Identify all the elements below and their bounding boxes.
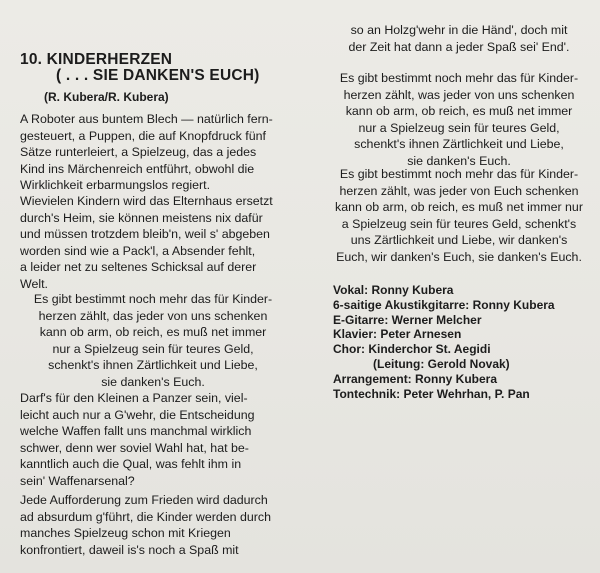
text-line: gesteuert, a Puppen, die auf Knopfdruck fünf <box>20 128 266 143</box>
text-line: Jede Aufforderung zum Frieden wird dadurch <box>20 493 268 507</box>
text-line: sie danken's Euch. <box>407 153 511 168</box>
right-chorus-2 <box>324 166 594 266</box>
text-line: Kind ins Märchenreich entführt, obwohl die <box>20 161 255 176</box>
text-line: herzen zählt, was jeder von Euch schenken <box>339 183 579 198</box>
text-line: schenkt's ihnen Zärtlichkeit und Liebe, <box>354 137 564 152</box>
text-line: Es gibt bestimmt noch mehr das für Kinder- <box>33 292 273 306</box>
credit-line: Chor: Kinderchor St. Aegidi <box>333 342 491 357</box>
credit-line: Tontechnik: Peter Wehrhan, P. Pan <box>333 386 530 401</box>
text-line: der Zeit hat dann a jeder Spaß sei' End'. <box>348 39 570 54</box>
text-line: sie danken's Euch. <box>101 374 205 389</box>
text-line: kann ob arm, ob reich, es muß net immer nur <box>335 200 583 215</box>
text-line: Es gibt bestimmt noch mehr das für Kinder- <box>339 71 579 85</box>
text-line: schwer, denn wer soviel Wahl hat, hat be- <box>20 440 249 455</box>
left-paragraph-5 <box>20 492 271 558</box>
credit-line: Arrangement: Ronny Kubera <box>333 371 498 386</box>
credit-line: Vokal: Ronny Kubera <box>333 283 454 297</box>
text-line: nur a Spielzeug sein für teures Geld, <box>52 341 254 356</box>
left-paragraph-2 <box>20 193 273 293</box>
text-line: Welt. <box>20 276 48 291</box>
text-line: so an Holzg'wehr in die Händ', doch mit <box>350 23 568 37</box>
text-line: worden sind wie a Pack'l, a Absender fehlt, <box>20 243 256 258</box>
credit-line: E-Gitarre: Werner Melcher <box>333 312 482 327</box>
left-chorus <box>24 291 282 391</box>
text-line: welche Waffen fallt uns manchmal wirklich <box>20 424 252 439</box>
credit-line: Klavier: Peter Arnesen <box>333 327 462 342</box>
right-chorus-1 <box>324 70 594 170</box>
text-line: durch's Heim, sie können meistens nix dafür <box>20 210 263 225</box>
text-line: leicht auch nur a G'wehr, die Entscheidung <box>20 407 255 422</box>
credit-line: 6-saitige Akustikgitarre: Ronny Kubera <box>333 297 555 312</box>
text-line: Wirklichkeit erbarmungslos regiert. <box>20 178 211 193</box>
text-line: Es gibt bestimmt noch mehr das für Kinder- <box>339 167 579 181</box>
text-line: kann ob arm, ob reich, es muß net immer <box>345 104 573 119</box>
production-credits <box>333 283 555 401</box>
text-line: schenkt's ihnen Zärtlichkeit und Liebe, <box>48 358 258 373</box>
text-line: uns Zärtlichkeit und Liebe, wir danken's <box>350 233 568 248</box>
text-line: herzen zählt, was jeder von uns schenken <box>343 87 575 102</box>
text-line: und müssen trotzdem bleib'n, weil s' abgeben <box>20 227 270 242</box>
credit-line: (Leitung: Gerold Novak) <box>373 356 510 371</box>
text-line: sein' Waffenarsenal? <box>20 473 135 488</box>
song-subtitle: ( . . . SIE DANKEN'S EUCH) <box>56 67 260 84</box>
text-line: Euch, wir danken's Euch, sie danken's Euch. <box>336 249 582 264</box>
text-line: a leider net zu seltenes Schicksal auf derer <box>20 260 257 275</box>
text-line: Wievielen Kindern wird das Elternhaus ersetzt <box>20 194 273 208</box>
text-line: Sätze runterleiert, a Spielzeug, das a jedes <box>20 145 257 160</box>
text-line: kann ob arm, ob reich, es muß net immer <box>39 325 267 340</box>
song-authors: (R. Kubera/R. Kubera) <box>44 90 169 104</box>
text-line: herzen zählt, das jeder von uns schenken <box>38 308 268 323</box>
song-title: 10. KINDERHERZEN <box>20 51 173 68</box>
text-line: Darf's für den Kleinen a Panzer sein, viel- <box>20 391 248 405</box>
text-line: konfrontiert, daweil is's noch a Spaß mit <box>20 542 239 557</box>
text-line: manches Spielzeug schon mit Kriegen <box>20 526 231 541</box>
left-paragraph-1 <box>20 111 273 194</box>
text-line: A Roboter aus buntem Blech — natürlich fern- <box>20 112 273 126</box>
left-paragraph-4 <box>20 390 255 490</box>
text-line: kanntlich auch die Qual, was fehlt ihm in <box>20 457 242 472</box>
text-line: a Spielzeug sein für teures Geld, schenkt's <box>341 216 577 231</box>
right-paragraph-1 <box>324 22 594 55</box>
text-line: ad absurdum g'führt, die Kinder werden durch <box>20 509 272 524</box>
text-line: nur a Spielzeug sein für teures Geld, <box>358 120 560 135</box>
